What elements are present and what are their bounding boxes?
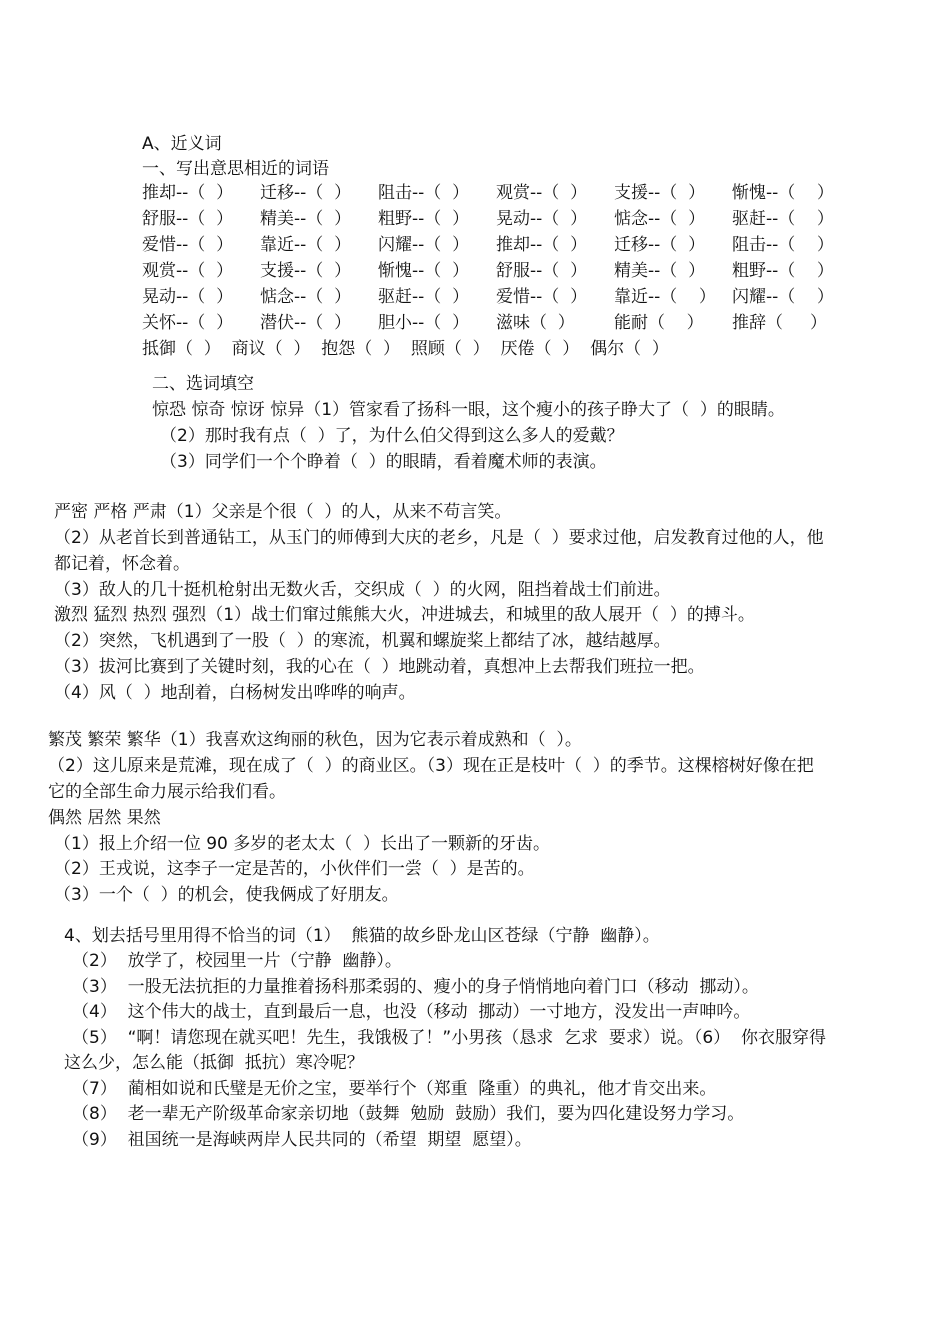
part3-line-7: （3）拔河比赛到了关键时刻，我的心在（ ）地跳动着，真想冲上去帮我们班拉一把。 <box>54 657 705 677</box>
synonym-cell: 惭愧--（ ） <box>732 183 834 203</box>
part3-line-2: （2）从老首长到普通钻工，从玉门的师傅到大庆的老乡，凡是（ ）要求过他，启发教育过他的人，他 <box>54 528 824 548</box>
synonym-cell: 阻击--（ ） <box>378 183 470 203</box>
synonym-last-row: 抵御（ ） 商议（ ） 抱怨（ ） 照顾（ ） 厌倦（ ） 偶尔（ ） <box>142 339 669 359</box>
part1-title: 一、写出意思相近的词语 <box>142 159 329 179</box>
synonym-cell: 舒服--（ ） <box>142 209 234 229</box>
part3-line-3: 都记着，怀念着。 <box>54 554 190 574</box>
synonym-cell: 胆小--（ ） <box>378 313 470 333</box>
synonym-cell: 精美--（ ） <box>614 261 706 281</box>
part5-line-8: （8） 老一辈无产阶级革命家亲切地（鼓舞 勉励 鼓励）我们，要为四化建设努力学习。 <box>72 1104 745 1124</box>
synonym-cell: 能耐（ ） <box>614 313 704 333</box>
synonym-cell: 粗野--（ ） <box>732 261 834 281</box>
part4-line-4: 偶然 居然 果然 <box>48 808 161 828</box>
synonym-cell: 闪耀--（ ） <box>732 287 834 307</box>
part3-line-4: （3）敌人的几十挺机枪射出无数火舌，交织成（ ）的火网，阻挡着战士们前进。 <box>54 580 671 600</box>
synonym-cell: 阻击--（ ） <box>732 235 834 255</box>
synonym-cell: 惭愧--（ ） <box>378 261 470 281</box>
part2-line-2: （2）那时我有点（ ）了，为什么伯父得到这么多人的爱戴？ <box>160 426 624 446</box>
part5-line-6: 这么少，怎么能（抵御 抵抗）寒冷呢？ <box>64 1053 364 1073</box>
part4-line-7: （3）一个（ ）的机会，使我俩成了好朋友。 <box>54 885 399 905</box>
section-a-heading: A、近义词 <box>142 134 222 154</box>
part4-line-6: （2）王戎说，这李子一定是苦的，小伙伴们一尝（ ）是苦的。 <box>54 859 535 879</box>
part4-line-2: （2）这儿原来是荒滩，现在成了（ ）的商业区。（3）现在正是枝叶（ ）的季节。这棵榕树好像在把 <box>48 756 814 776</box>
part2-title: 二、选词填空 <box>152 374 254 394</box>
synonym-cell: 惦念--（ ） <box>260 287 352 307</box>
synonym-cell: 粗野--（ ） <box>378 209 470 229</box>
synonym-cell: 精美--（ ） <box>260 209 352 229</box>
synonym-cell: 舒服--（ ） <box>496 261 588 281</box>
part5-line-2: （2） 放学了，校园里一片（宁静 幽静）。 <box>72 951 402 971</box>
synonym-cell: 潜伏--（ ） <box>260 313 352 333</box>
part5-line-9: （9） 祖国统一是海峡两岸人民共同的（希望 期望 愿望）。 <box>72 1130 532 1150</box>
part3-line-6: （2）突然，飞机遇到了一股（ ）的寒流，机翼和螺旋桨上都结了冰，越结越厚。 <box>54 631 671 651</box>
part3-line-5: 激烈 猛烈 热烈 强烈（1）战士们窜过熊熊大火，冲进城去，和城里的敌人展开（ ）的搏斗。 <box>54 605 755 625</box>
synonym-cell: 滋味（ ） <box>496 313 575 333</box>
part5-line-7: （7） 蔺相如说和氏璧是无价之宝，要举行个（郑重 隆重）的典礼，他才肯交出来。 <box>72 1079 717 1099</box>
synonym-cell: 观赏--（ ） <box>496 183 588 203</box>
synonym-cell: 观赏--（ ） <box>142 261 234 281</box>
synonym-cell: 迁移--（ ） <box>614 235 706 255</box>
part4-line-5: （1）报上介绍一位 90 多岁的老太太（ ）长出了一颗新的牙齿。 <box>54 834 551 854</box>
synonym-cell: 晃动--（ ） <box>496 209 588 229</box>
synonym-cell: 晃动--（ ） <box>142 287 234 307</box>
part5-line-5: （5） “啊！请您现在就买吧！先生，我饿极了！”小男孩（恳求 乞求 要求）说。（6） 你衣服穿得 <box>72 1028 826 1048</box>
synonym-cell: 爱惜--（ ） <box>496 287 588 307</box>
part3-line-1: 严密 严格 严肃（1）父亲是个很（ ）的人，从来不苟言笑。 <box>54 502 512 522</box>
synonym-cell: 靠近--（ ） <box>614 287 716 307</box>
synonym-cell: 闪耀--（ ） <box>378 235 470 255</box>
synonym-cell: 推却--（ ） <box>142 183 234 203</box>
part4-line-3: 它的全部生命力展示给我们看。 <box>48 782 286 802</box>
synonym-cell: 爱惜--（ ） <box>142 235 234 255</box>
synonym-cell: 靠近--（ ） <box>260 235 352 255</box>
part4-line-1: 繁茂 繁荣 繁华（1）我喜欢这绚丽的秋色，因为它表示着成熟和（ ）。 <box>48 730 582 750</box>
synonym-cell: 关怀--（ ） <box>142 313 234 333</box>
synonym-cell: 支援--（ ） <box>260 261 352 281</box>
synonym-cell: 迁移--（ ） <box>260 183 352 203</box>
synonym-cell: 驱赶--（ ） <box>732 209 834 229</box>
part5-line-1: 4、划去括号里用得不恰当的词（1） 熊猫的故乡卧龙山区苍绿（宁静 幽静）。 <box>64 926 660 946</box>
part2-line-3: （3）同学们一个个睁着（ ）的眼睛，看着魔术师的表演。 <box>160 452 607 472</box>
synonym-cell: 支援--（ ） <box>614 183 706 203</box>
synonym-cell: 惦念--（ ） <box>614 209 706 229</box>
part3-line-8: （4）风（ ）地刮着，白杨树发出哗哗的响声。 <box>54 683 416 703</box>
part5-line-3: （3） 一股无法抗拒的力量推着扬科那柔弱的、瘦小的身子悄悄地向着门口（移动 挪动）。 <box>72 977 759 997</box>
synonym-cell: 推却--（ ） <box>496 235 588 255</box>
synonym-cell: 驱赶--（ ） <box>378 287 470 307</box>
part5-line-4: （4） 这个伟大的战士，直到最后一息，也没（移动 挪动）一寸地方，没发出一声呻吟。 <box>72 1002 751 1022</box>
synonym-cell: 推辞（ ） <box>732 313 828 333</box>
part2-line-1: 惊恐 惊奇 惊讶 惊异（1）管家看了扬科一眼，这个瘦小的孩子睁大了（ ）的眼睛。 <box>152 400 785 420</box>
